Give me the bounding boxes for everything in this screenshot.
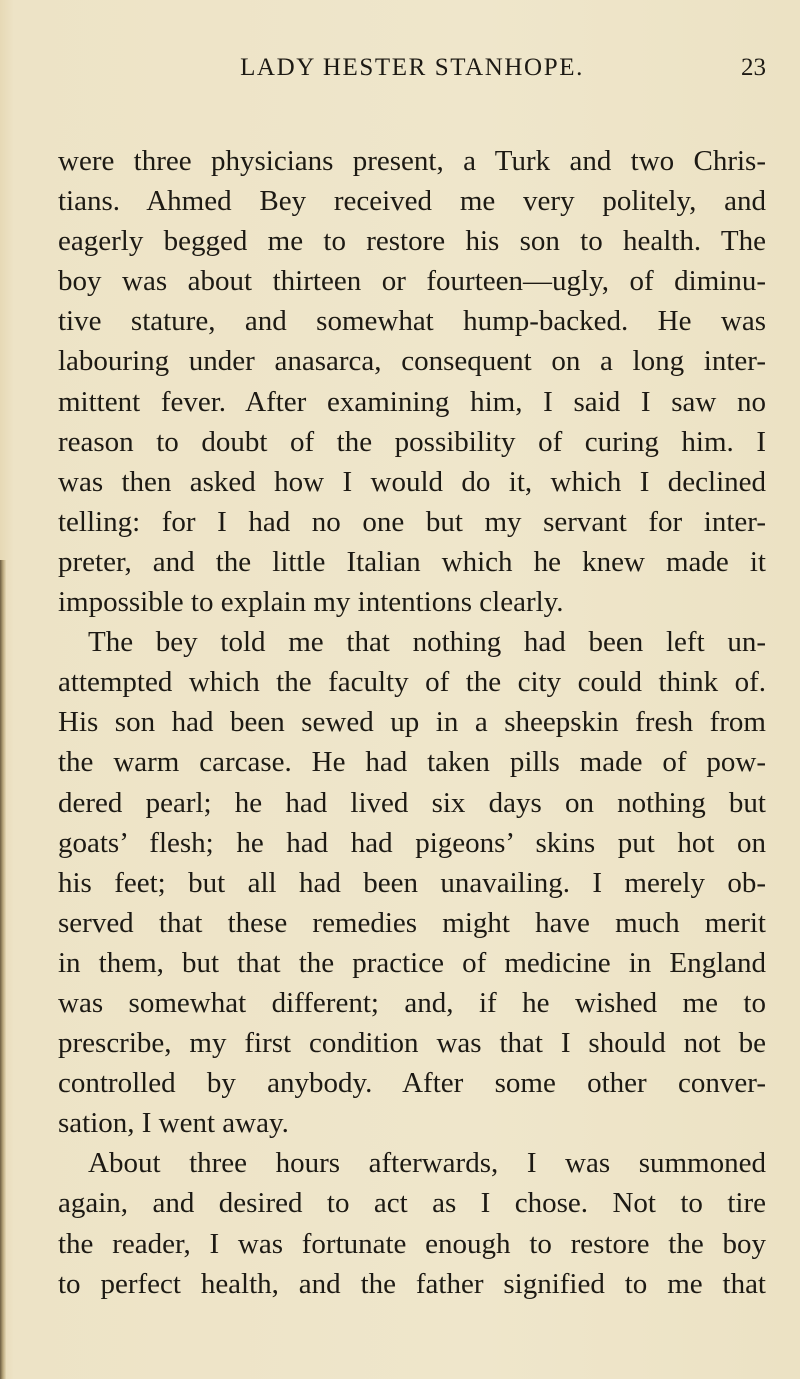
page-number: 23 — [741, 54, 766, 81]
text-line: reason to doubt of the possibility of curing him. I — [58, 425, 766, 458]
text-line: His son had been sewed up in a sheepskin fresh from — [58, 706, 766, 739]
text-line: the reader, I was fortunate enough to restore the boy — [58, 1227, 766, 1260]
text-line: controlled by anybody. After some other conver- — [58, 1067, 766, 1100]
text-line: to perfect health, and the father signified to me that — [58, 1267, 766, 1300]
text-line: was then asked how I would do it, which I declined — [58, 465, 766, 498]
text-line: his feet; but all had been unavailing. I merely ob- — [58, 866, 766, 899]
text-line: impossible to explain my intentions clearly. — [58, 586, 564, 619]
text-line: was somewhat different; and, if he wished me to — [58, 986, 766, 1019]
text-line: About three hours afterwards, I was summoned — [88, 1147, 766, 1180]
text-line: tians. Ahmed Bey received me very politely, and — [58, 185, 766, 218]
text-line: the warm carcase. He had taken pills made of pow- — [58, 746, 766, 779]
text-line: dered pearl; he had lived six days on nothing but — [58, 786, 766, 819]
page-binding-edge — [0, 560, 6, 1379]
text-line: preter, and the little Italian which he knew made it — [58, 545, 766, 578]
text-line: boy was about thirteen or fourteen—ugly, of diminu- — [58, 265, 766, 298]
text-line: The bey told me that nothing had been left un- — [88, 626, 766, 659]
text-line: mittent fever. After examining him, I said I saw no — [58, 385, 766, 418]
text-line: tive stature, and somewhat hump-backed. He was — [58, 305, 766, 338]
body-text — [58, 141, 766, 1304]
text-line: again, and desired to act as I chose. Not to tire — [58, 1187, 766, 1220]
text-line: served that these remedies might have much merit — [58, 906, 766, 939]
running-head — [58, 54, 766, 94]
text-line: telling: for I had no one but my servant for inter- — [58, 505, 766, 538]
text-line: were three physicians present, a Turk and two Chris- — [58, 145, 766, 177]
text-line: in them, but that the practice of medicine in England — [58, 946, 766, 979]
text-line: sation, I went away. — [58, 1107, 289, 1140]
text-line: prescribe, my first condition was that I should not be — [58, 1027, 766, 1060]
text-line: attempted which the faculty of the city could think of. — [58, 666, 766, 699]
text-line: labouring under anasarca, consequent on a long inter- — [58, 345, 766, 378]
text-line: goats’ flesh; he had had pigeons’ skins put hot on — [58, 826, 766, 859]
running-title: LADY HESTER STANHOPE. — [240, 54, 584, 81]
text-line: eagerly begged me to restore his son to health. The — [58, 225, 766, 258]
